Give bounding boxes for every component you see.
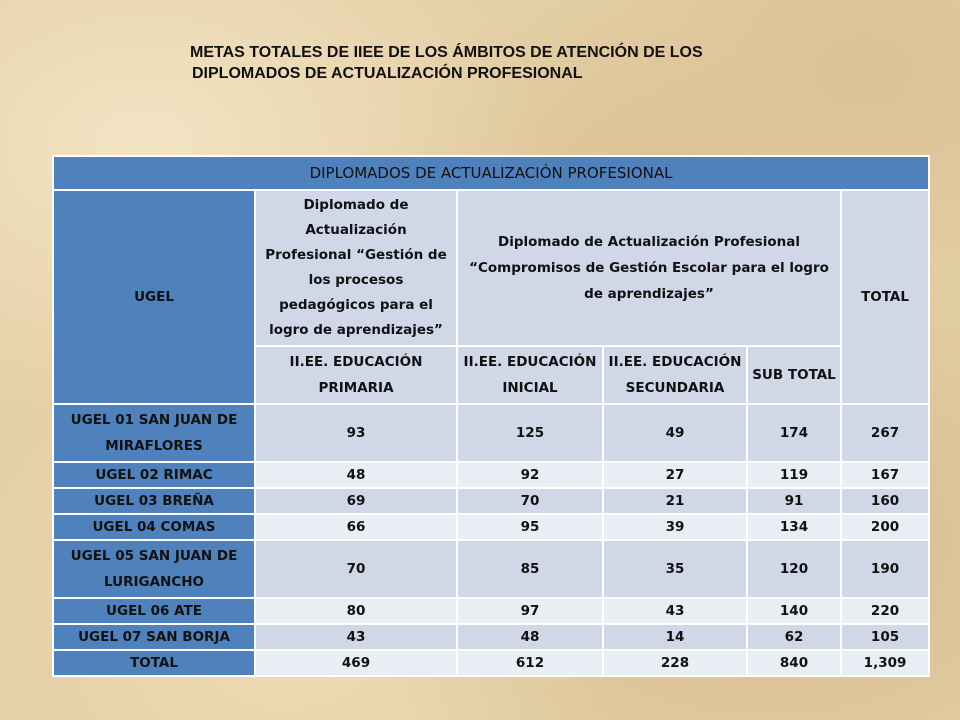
title-line-2: DIPLOMADOS DE ACTUALIZACIÓN PROFESIONAL <box>192 65 583 82</box>
table-row-total <box>53 650 929 676</box>
table-row <box>53 514 929 540</box>
cell-primaria: 66 <box>255 514 457 540</box>
cell-secundaria: 14 <box>603 624 747 650</box>
cell-subtotal: 120 <box>747 540 841 598</box>
table-row <box>53 462 929 488</box>
cell-inicial: 612 <box>457 650 603 676</box>
cell-inicial: 125 <box>457 404 603 462</box>
row-ugel-label: UGEL 05 SAN JUAN DE LURIGANCHO <box>53 540 255 598</box>
cell-subtotal: 840 <box>747 650 841 676</box>
header-diplomado-compromisos: Diplomado de Actualización Profesional “Compromisos de Gestión Escolar para el logro de aprendizajes” <box>457 190 841 346</box>
cell-total: 160 <box>841 488 929 514</box>
cell-secundaria: 228 <box>603 650 747 676</box>
cell-primaria: 469 <box>255 650 457 676</box>
cell-primaria: 70 <box>255 540 457 598</box>
cell-inicial: 97 <box>457 598 603 624</box>
table-row <box>53 624 929 650</box>
cell-subtotal: 140 <box>747 598 841 624</box>
row-ugel-label: UGEL 02 RIMAC <box>53 462 255 488</box>
cell-inicial: 95 <box>457 514 603 540</box>
cell-secundaria: 21 <box>603 488 747 514</box>
header-ee-inicial: II.EE. EDUCACIÓN INICIAL <box>457 346 603 404</box>
table-row <box>53 540 929 598</box>
cell-subtotal: 119 <box>747 462 841 488</box>
cell-secundaria: 39 <box>603 514 747 540</box>
header-diplomado-gestion-procesos: Diplomado de Actualización Profesional “Gestión de los procesos pedagógicos para el logro de aprendizajes” <box>255 190 457 346</box>
slide-title <box>190 42 850 84</box>
row-total-label: TOTAL <box>53 650 255 676</box>
header-sub-total: SUB TOTAL <box>747 346 841 404</box>
cell-total: 220 <box>841 598 929 624</box>
cell-subtotal: 62 <box>747 624 841 650</box>
cell-total: 267 <box>841 404 929 462</box>
header-ee-primaria: II.EE. EDUCACIÓN PRIMARIA <box>255 346 457 404</box>
title-line-1: METAS TOTALES DE IIEE DE LOS ÁMBITOS DE ATENCIÓN DE LOS <box>190 44 703 61</box>
cell-inicial: 70 <box>457 488 603 514</box>
cell-secundaria: 43 <box>603 598 747 624</box>
cell-primaria: 80 <box>255 598 457 624</box>
table-band-header: DIPLOMADOS DE ACTUALIZACIÓN PROFESIONAL <box>53 156 929 190</box>
cell-inicial: 92 <box>457 462 603 488</box>
cell-subtotal: 91 <box>747 488 841 514</box>
cell-secundaria: 35 <box>603 540 747 598</box>
row-ugel-label: UGEL 04 COMAS <box>53 514 255 540</box>
cell-total: 190 <box>841 540 929 598</box>
cell-primaria: 43 <box>255 624 457 650</box>
cell-total: 167 <box>841 462 929 488</box>
diplomados-table <box>52 155 930 677</box>
cell-secundaria: 27 <box>603 462 747 488</box>
header-total: TOTAL <box>841 190 929 404</box>
row-ugel-label: UGEL 03 BREÑA <box>53 488 255 514</box>
cell-subtotal: 174 <box>747 404 841 462</box>
cell-primaria: 93 <box>255 404 457 462</box>
cell-secundaria: 49 <box>603 404 747 462</box>
table-row <box>53 488 929 514</box>
cell-primaria: 69 <box>255 488 457 514</box>
cell-inicial: 85 <box>457 540 603 598</box>
cell-total: 1,309 <box>841 650 929 676</box>
cell-inicial: 48 <box>457 624 603 650</box>
row-ugel-label: UGEL 07 SAN BORJA <box>53 624 255 650</box>
row-ugel-label: UGEL 06 ATE <box>53 598 255 624</box>
cell-subtotal: 134 <box>747 514 841 540</box>
row-ugel-label: UGEL 01 SAN JUAN DE MIRAFLORES <box>53 404 255 462</box>
table-row <box>53 404 929 462</box>
header-ee-secundaria: II.EE. EDUCACIÓN SECUNDARIA <box>603 346 747 404</box>
header-ugel: UGEL <box>53 190 255 404</box>
cell-total: 200 <box>841 514 929 540</box>
cell-total: 105 <box>841 624 929 650</box>
cell-primaria: 48 <box>255 462 457 488</box>
table-row <box>53 598 929 624</box>
